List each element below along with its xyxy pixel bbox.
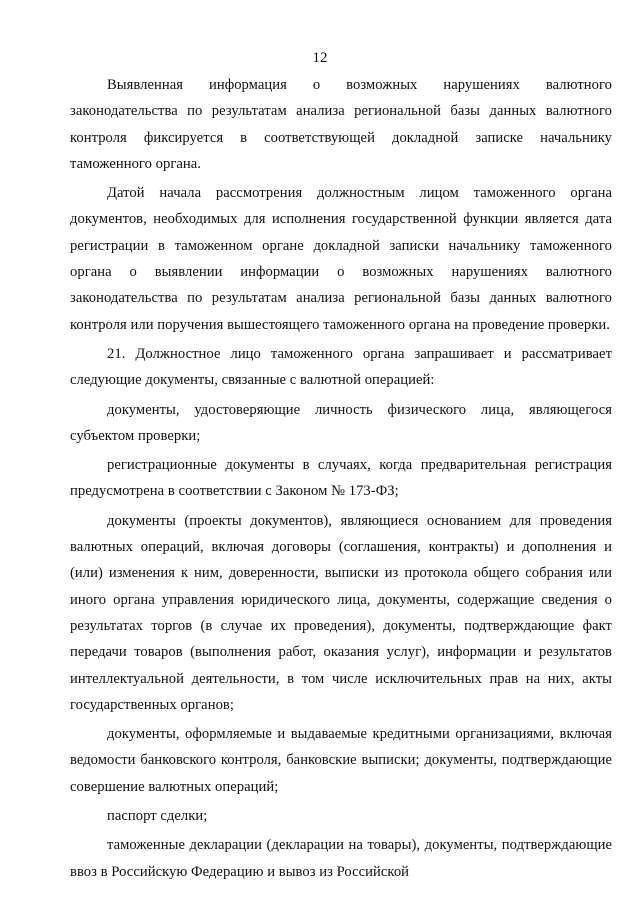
list-item-customs-declarations: таможенные декларации (декларации на товары), документы, подтверждающие ввоз в Российскую Федерацию и вывоз из Российской [70, 837, 612, 880]
paragraph-clause-21: 21. Должностное лицо таможенного органа запрашивает и рассматривает следующие документы, связанные с валютной операцией: [70, 345, 612, 389]
paragraph-review-start-date: Датой начала рассмотрения должностным лицом таможенного органа документов, необходимых для исполнения государственной функции является дата регистрации в таможенном органе докладной записки начальнику таможенного органа о выявлении информации о возможных нарушениях валютного законодательства по результатам анализа региональной базы данных валютного контроля или поручения вышестоящего таможенного органа на проведение проверки. [70, 185, 612, 333]
list-item-registration-documents: регистрационные документы в случаях, когда предварительная регистрация предусмотрена в соответствии с Законом № 173-ФЗ; [70, 457, 612, 500]
document-body [70, 72, 612, 885]
list-item-deal-passport: паспорт сделки; [107, 808, 208, 825]
list-item-basis-documents: документы (проекты документов), являющиеся основанием для проведения валютных операций, включая договоры (соглашения, контракты) и дополнения и (или) изменения к ним, доверенности, выписки из протокола общего собрания или иного органа управления юридического лица, документы, содержащие сведения о результатах торгов (в случае их проведения), документы, подтверждающие факт передачи товаров (выполнения работ, оказания услуг), информации и результатов интеллектуальной деятельности, в том числе исключительных прав на них, акты государственных органов; [70, 512, 612, 713]
list-item-identity-documents: документы, удостоверяющие личность физического лица, являющегося субъектом проверки; [70, 401, 612, 444]
list-item-bank-documents: документы, оформляемые и выдаваемые кредитными организациями, включая ведомости банковского контроля, банковские выписки; документы, подтверждающие совершение валютных операций; [70, 726, 612, 795]
page-number: 12 [312, 50, 328, 66]
paragraph-violation-info: Выявленная информация о возможных нарушениях валютного законодательства по результатам анализа региональной базы данных валютного контроля фиксируется в соответствующей докладной записке начальнику таможенного органа. [70, 77, 612, 172]
